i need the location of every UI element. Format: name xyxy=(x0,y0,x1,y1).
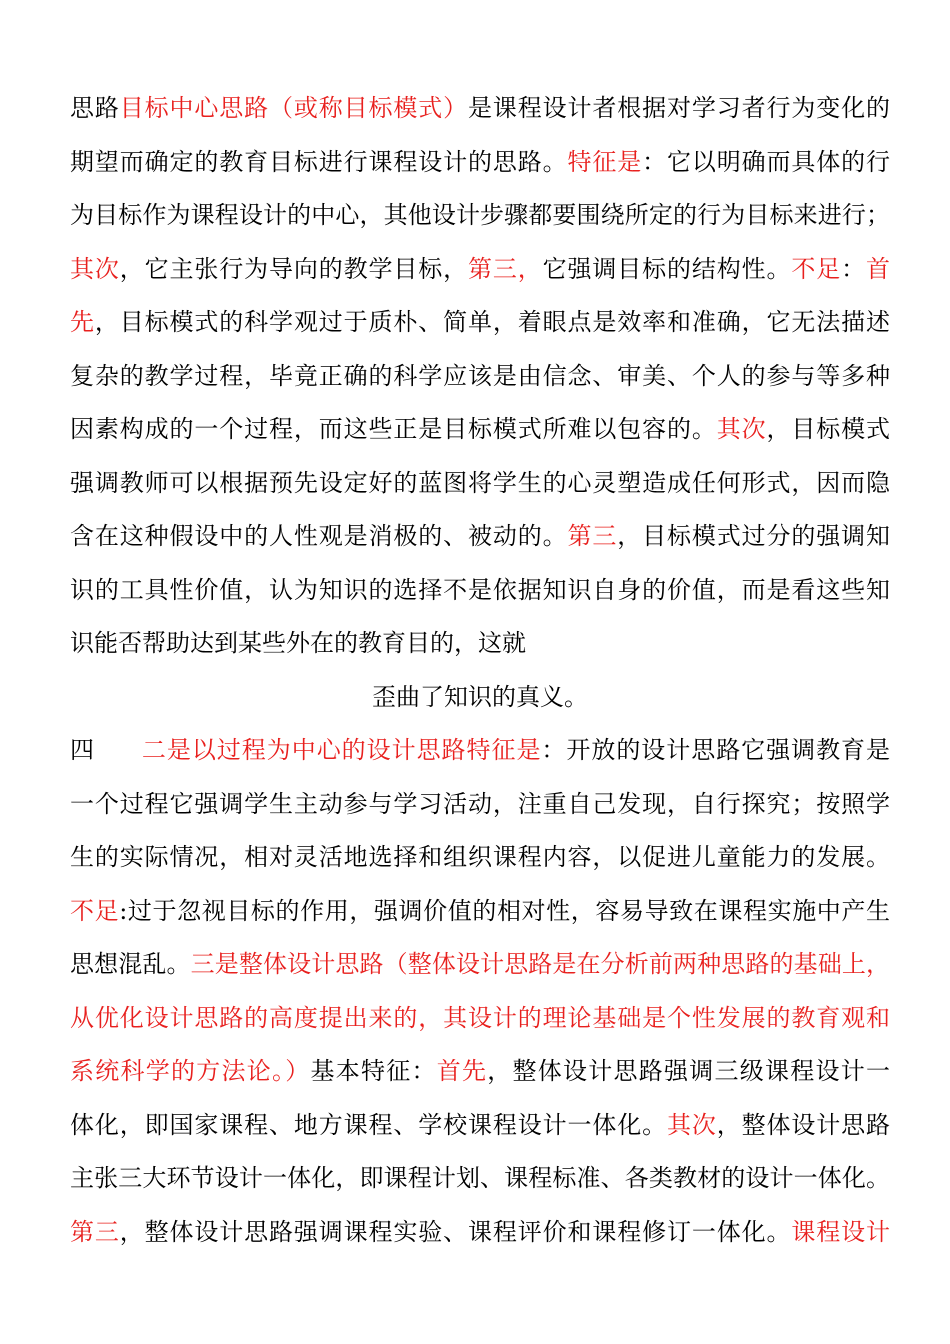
body-text: 主张三大环节设计一体化，即课程计划、课程标准、各类教材的设计一体化。 xyxy=(70,1164,890,1192)
body-text: 含在这种假设中的人性观是消极的、被动的。 xyxy=(70,522,568,550)
body-text: 一个过程它强调学生主动参与学习活动，注重自己发现，自行探究；按照学 xyxy=(70,789,890,818)
text-line xyxy=(70,992,890,1046)
highlighted-text: 特征是 xyxy=(567,147,643,176)
text-line xyxy=(70,296,890,350)
text-line xyxy=(70,1206,890,1260)
text-line xyxy=(70,831,890,885)
body-text: :过于忽视目标的作用，强调价值的相对性，容易导致在课程实施中产生 xyxy=(119,896,891,925)
body-text: 思路 xyxy=(70,94,120,122)
highlighted-text: 二是以过程为中心的设计思路特征是 xyxy=(140,736,542,764)
highlighted-text: 课程设计 xyxy=(791,1217,890,1246)
body-text: ，目标模式的科学观过于质朴、简单，着眼点是效率和准确，它无法描述 xyxy=(94,308,890,336)
text-line xyxy=(70,938,890,992)
highlighted-text: 其次 xyxy=(70,254,120,283)
text-line xyxy=(70,243,890,297)
centered-text-line xyxy=(70,671,890,725)
text-line xyxy=(70,1099,890,1153)
document-page xyxy=(70,82,890,1259)
body-text: 识的工具性价值，认为知识的选择不是依据知识自身的价值，而是看这些知 xyxy=(70,575,890,604)
body-text: ，目标模式过分的强调知 xyxy=(617,522,890,550)
text-line xyxy=(70,564,890,618)
body-text: ：开放的设计思路它强调教育是 xyxy=(541,736,891,764)
body-text: 因素构成的一个过程，而这些正是目标模式所难以包容的。 xyxy=(70,415,717,443)
highlighted-text: 第三 xyxy=(70,1217,120,1246)
body-text: 识能否帮助达到某些外在的教育目的，这就 xyxy=(70,629,526,657)
highlighted-text: 目标中心思路（或称目标模式） xyxy=(119,94,468,122)
highlighted-text: 从优化设计思路的高度提出来的，其设计的理论基础是个性发展的教育观和 xyxy=(70,1003,890,1032)
text-line xyxy=(70,885,890,939)
highlighted-text: 第三 xyxy=(567,522,618,550)
highlighted-text: 不足 xyxy=(791,254,842,283)
body-text: ，整体设计思路强调课程实验、课程评价和课程修订一体化。 xyxy=(119,1217,792,1246)
highlighted-text: 先 xyxy=(70,308,95,336)
body-text: 为目标作为课程设计的中心，其他设计步骤都要围绕所定的行为目标来进行； xyxy=(70,201,890,229)
text-line xyxy=(70,778,890,832)
highlighted-text: 三是整体设计思路（整体设计思路是在分析前两种思路的基础上， xyxy=(190,950,891,978)
text-line xyxy=(70,617,890,671)
text-line xyxy=(70,1152,890,1206)
text-line xyxy=(70,403,890,457)
text-line xyxy=(70,136,890,190)
text-line xyxy=(70,1045,890,1099)
body-text: ，整体设计思路强调三级课程设计一 xyxy=(487,1057,890,1085)
body-text: 生的实际情况，相对灵活地选择和组织课程内容，以促进儿童能力的发展。 xyxy=(70,843,890,871)
body-text: 复杂的教学过程，毕竟正确的科学应该是由信念、审美、个人的参与等多种 xyxy=(70,361,890,390)
highlighted-text: 其次 xyxy=(716,415,767,443)
body-text: ，它主张行为导向的教学目标， xyxy=(119,254,468,283)
body-text: 基本特征： xyxy=(310,1057,437,1085)
body-text: ：它以明确而具体的行 xyxy=(642,147,890,176)
text-line xyxy=(70,350,890,404)
highlighted-text: 其次 xyxy=(667,1110,717,1139)
body-text: ，目标模式 xyxy=(766,415,890,443)
text-line xyxy=(70,510,890,564)
highlighted-text: 首先 xyxy=(436,1057,488,1085)
text-line xyxy=(70,189,890,243)
highlighted-text: 不足 xyxy=(70,896,120,925)
body-text: ： xyxy=(841,254,866,283)
text-line xyxy=(70,82,890,136)
body-text: 是课程设计者根据对学习者行为变化的 xyxy=(468,94,890,122)
body-text: 四 xyxy=(70,736,95,764)
body-text: 它强调目标的结构性。 xyxy=(542,254,792,283)
body-text: 强调教师可以根据预先设定好的蓝图将学生的心灵塑造成任何形式，因而隐 xyxy=(70,468,890,497)
body-text: 体化，即国家课程、地方课程、学校课程设计一体化。 xyxy=(70,1110,667,1139)
highlighted-text: 首 xyxy=(866,254,890,283)
text-line xyxy=(70,457,890,511)
highlighted-text: 第三， xyxy=(468,254,543,283)
body-text: ，整体设计思路 xyxy=(716,1110,890,1139)
body-text: 思想混乱。 xyxy=(70,950,191,978)
body-text: 期望而确定的教育目标进行课程设计的思路。 xyxy=(70,147,568,176)
text-line xyxy=(70,724,890,778)
body-text: 歪曲了知识的真义。 xyxy=(372,682,588,711)
highlighted-text: 系统科学的方法论。） xyxy=(70,1057,311,1085)
